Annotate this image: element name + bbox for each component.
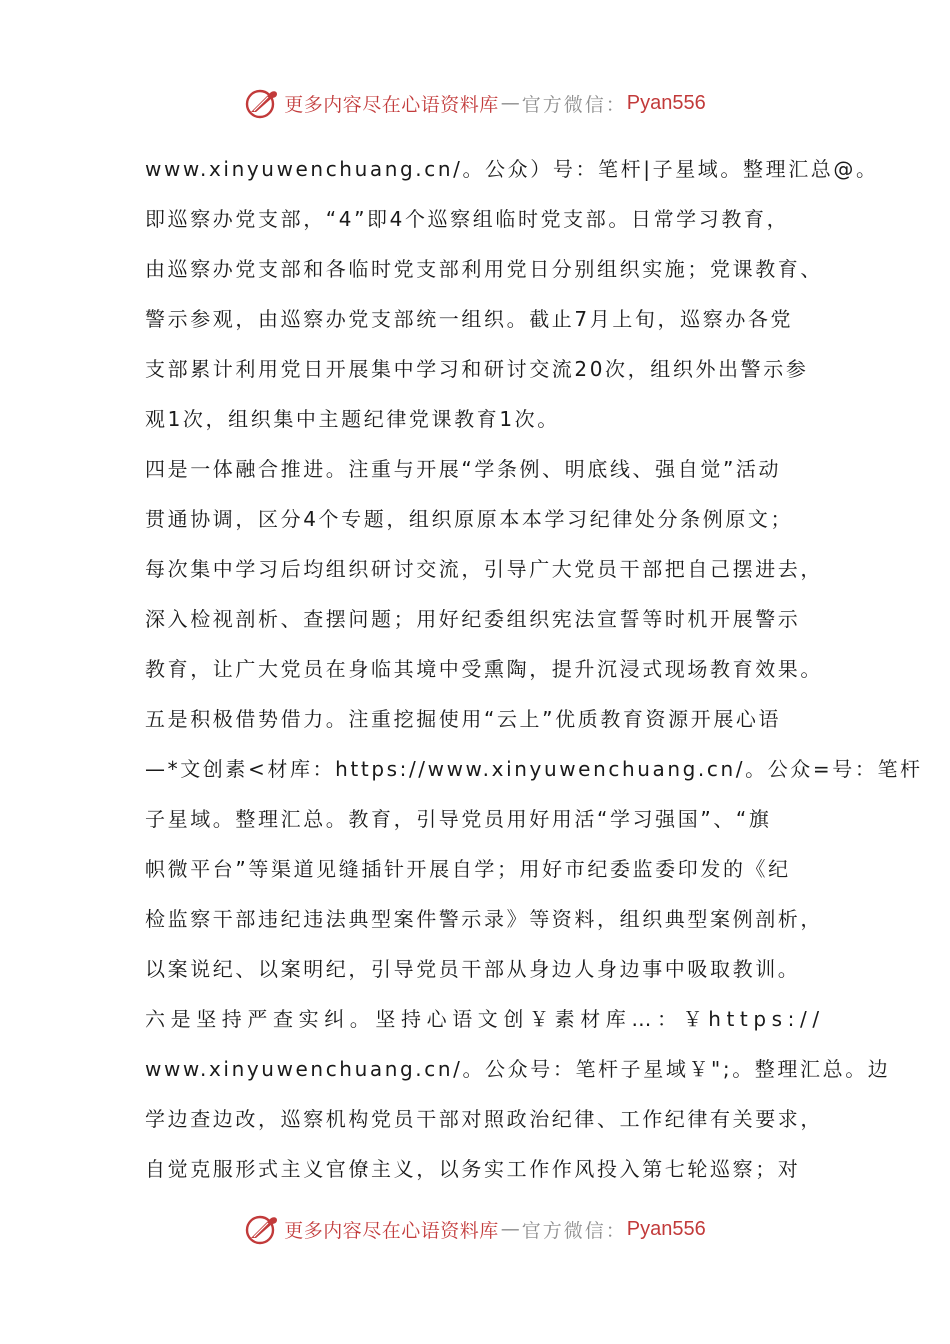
footer-slogan: 更多内容尽在心语资料库 (284, 1219, 499, 1242)
body-line: www.xinyuwenchuang.cn/。公众号：笔杆子星域￥";。整理汇总。边 (145, 1057, 891, 1081)
footer-wechat-id: Pyan556 (626, 1217, 706, 1240)
header-wechat-id: Pyan556 (626, 91, 706, 114)
body-line: 六是坚持严查实纠。坚持心语文创￥素材库…：￥https:// (145, 1007, 825, 1031)
body-line: 即巡察办党支部，“4”即4个巡察组临时党支部。日常学习教育， (145, 207, 790, 231)
body-line: —*文创素<材库：https://www.xinyuwenchuang.cn/。公众=号：笔杆 (145, 757, 923, 781)
header-wechat-label: 官方微信： (521, 93, 627, 116)
body-line: 五是积极借势借力。注重挖掘使用“云上”优质教育资源开展心语 (145, 707, 782, 731)
header-banner (0, 83, 950, 123)
body-line: 检监察干部违纪违法典型案件警示录》等资料，组织典型案例剖析， (145, 907, 823, 931)
header-slogan: 更多内容尽在心语资料库 (284, 93, 499, 116)
body-line: 深入检视剖析、查摆问题；用好纪委组织宪法宣誓等时机开展警示 (145, 607, 801, 631)
body-line: 以案说纪、以案明纪，引导党员干部从身边人身边事中吸取教训。 (145, 957, 801, 981)
quill-logo-icon (244, 85, 280, 121)
body-line: 帜微平台”等渠道见缝插针开展自学；用好市纪委监委印发的《纪 (145, 857, 791, 881)
document-body (145, 144, 923, 1194)
footer-wechat-label: 官方微信： (521, 1219, 627, 1242)
quill-logo-icon (244, 1211, 280, 1247)
body-line: 自觉克服形式主义官僚主义，以务实工作作风投入第七轮巡察；对 (145, 1157, 801, 1181)
body-line: 警示参观，由巡察办党支部统一组织。截止7月上旬，巡察办各党 (145, 307, 794, 331)
body-line: www.xinyuwenchuang.cn/。公众）号：笔杆|子星域。整理汇总@。 (145, 157, 879, 181)
body-line: 子星域。整理汇总。教育，引导党员用好用活“学习强国”、“旗 (145, 807, 772, 831)
body-line: 支部累计利用党日开展集中学习和研讨交流20次，组织外出警示参 (145, 357, 809, 381)
footer-dash: — (500, 1218, 520, 1240)
header-dash: — (500, 92, 520, 114)
footer-banner (0, 1209, 950, 1249)
body-line: 观1次，组织集中主题纪律党课教育1次。 (145, 407, 560, 431)
body-line: 每次集中学习后均组织研讨交流，引导广大党员干部把自己摆进去， (145, 557, 823, 581)
body-line: 由巡察办党支部和各临时党支部利用党日分别组织实施；党课教育、 (145, 257, 823, 281)
body-line: 四是一体融合推进。注重与开展“学条例、明底线、强自觉”活动 (145, 457, 782, 481)
body-line: 教育，让广大党员在身临其境中受熏陶，提升沉浸式现场教育效果。 (145, 657, 823, 681)
body-line: 学边查边改，巡察机构党员干部对照政治纪律、工作纪律有关要求， (145, 1107, 823, 1131)
body-line: 贯通协调，区分4个专题，组织原原本本学习纪律处分条例原文； (145, 507, 794, 531)
